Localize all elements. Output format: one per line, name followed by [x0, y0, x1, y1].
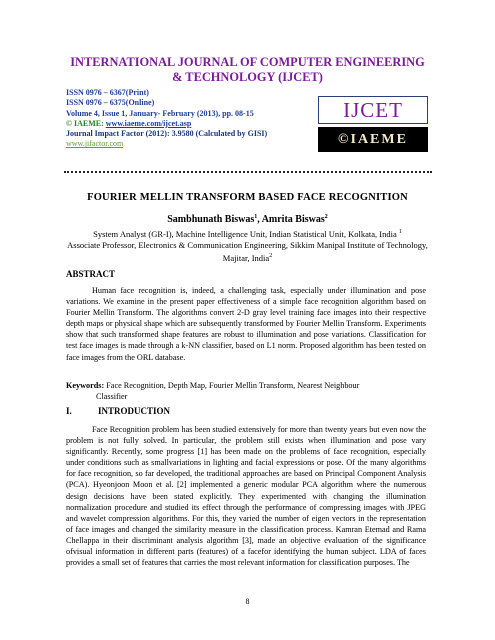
- page-number: 8: [245, 597, 250, 606]
- abstract-heading: ABSTRACT: [66, 269, 116, 279]
- iaeme-line: [66, 119, 326, 129]
- jifactor-link[interactable]: www.jifactor.com: [66, 139, 124, 149]
- affiliation-2-sup: 2: [269, 253, 273, 259]
- impact-factor: Journal Impact Factor (2012): 3.9580 (Calculated by GISI): [66, 129, 268, 139]
- introduction-heading: INTRODUCTION: [98, 406, 171, 416]
- affiliations: [60, 227, 435, 264]
- ijcet-logo: IJCET: [318, 96, 428, 124]
- volume-info: Volume 4, Issue 1, January- February (2013), pp. 08-15: [66, 108, 254, 118]
- affiliation-1-sup: 1: [398, 229, 402, 235]
- author-1-sup: 1: [254, 214, 258, 220]
- keywords-label: Keywords:: [66, 381, 105, 390]
- keywords-text-continued: Classifier: [96, 392, 128, 401]
- dotted-divider: [64, 171, 432, 173]
- journal-title-line1: INTERNATIONAL JOURNAL OF COMPUTER ENGINEERING: [70, 55, 425, 69]
- issn-print: ISSN 0976 – 6367(Print): [66, 88, 149, 97]
- affiliation-1-text: System Analyst (GR-I), Machine Intelligence Unit, Indian Statistical Unit, Kolkata, India: [93, 229, 399, 239]
- iaeme-logo: ©IAEME: [318, 127, 428, 152]
- abstract-body: Human face recognition is, indeed, a challenging task, especially under illumination and pose variations. We examine in the present paper effectiveness of a simple face recognition algorithm based on Fourier Mellin Transform. The algorithms convert 2-D gray level training face images into their respective depth maps or physical shape which are subsequently transformed by Fourier Mellin Transform. Experiments show that such transformed shape features are robust to illumination and pose variations. Classification for test face images is made through a k-NN classifier, based on L1 norm. Proposed algorithm has been tested on face images from the ORL database.: [66, 286, 426, 362]
- author-separator: ,: [257, 214, 262, 225]
- introduction-body: Face Recognition problem has been studied extensively for more than twenty years but even now the problem is not fully solved. In particular, the problem still exists when illumination and pose vary significantly. Recently, some progress [1] has been made on the problems of face recognition, especially under conditions such as smallvariations in lighting and facial expressions or pose. Of the many algorithms for face recognition, so far developed, the traditional approaches are based on Principal Component Analysis (PCA). Hyeonjoon Moon et al. [2] implemented a generic modular PCA algorithm where the numerous design decisions have been stated explicitly. They experimented with changing the illumination normalization procedure and studied its effect through the performance of compressing images with JPEG and wavelet compression algorithms. For this, they varied the number of eigen vectors in the representation of face images and changed the similarity measure in the classification process. Kamran Etemad and Rama Chellappa in their discriminant analysis algorithm [3], made an objective evaluation of the significance ofvisual information in different parts (features) of a facefor identifying the human subject. LDA of faces provides a small set of features that carries the most relevant information for classification purposes. The: [66, 425, 426, 568]
- journal-title-line2: & TECHNOLOGY (IJCET): [172, 70, 323, 84]
- author-1: Sambhunath Biswas: [167, 214, 255, 225]
- affiliation-1: [60, 227, 435, 240]
- section-number: I.: [66, 406, 72, 416]
- iaeme-link[interactable]: www.iaeme.com/ijcet.asp: [105, 118, 192, 128]
- authors: [60, 214, 435, 225]
- author-2: Amrita Biswas: [261, 214, 325, 225]
- journal-title: [60, 55, 435, 85]
- affiliation-2: [60, 240, 435, 264]
- journal-meta: [66, 88, 326, 150]
- paper-title: FOURIER MELLIN TRANSFORM BASED FACE RECOGNITION: [87, 192, 408, 203]
- keywords: [66, 380, 426, 402]
- iaeme-prefix: © IAEME:: [66, 118, 106, 128]
- issn-online: ISSN 0976 – 6375(Online): [66, 98, 155, 108]
- author-2-sup: 2: [324, 214, 328, 220]
- affiliation-2-text: Associate Professor, Electronics & Communication Engineering, Sikkim Manipal Institute of Technology, Majitar, India: [67, 240, 428, 263]
- keywords-text: Face Recognition, Depth Map, Fourier Mellin Transform, Nearest Neighbour: [104, 381, 360, 390]
